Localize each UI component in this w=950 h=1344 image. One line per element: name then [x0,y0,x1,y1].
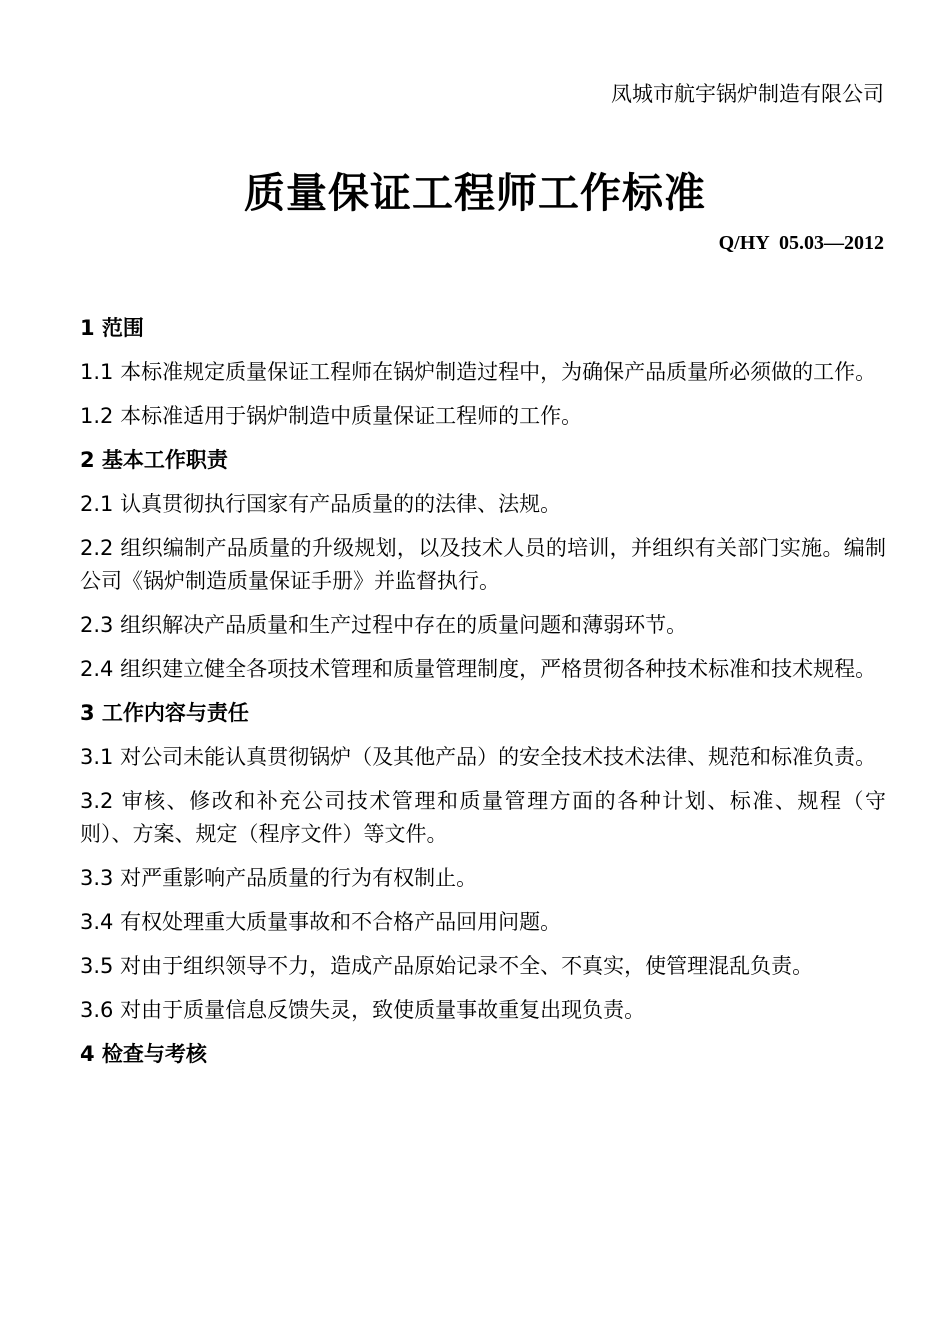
section-heading-scope: 1 范围 [80,316,144,340]
section-heading-duties: 2 基本工作职责 [80,448,228,472]
clause-2-2: 2.2 组织编制产品质量的升级规划，以及技术人员的培训，并组织有关部门实施。编制公司《锅炉制造质量保证手册》并监督执行。 [80,536,886,593]
clause-2-3: 2.3 组织解决产品质量和生产过程中存在的质量问题和薄弱环节。 [80,613,688,637]
standard-code: Q/HY 05.03—2012 [718,232,884,254]
clause-3-6: 3.6 对由于质量信息反馈失灵，致使质量事故重复出现负责。 [80,998,646,1022]
section-heading-content: 3 工作内容与责任 [80,701,249,725]
company-name: 凤城市航宇锅炉制造有限公司 [611,82,884,106]
clause-2-1: 2.1 认真贯彻执行国家有产品质量的的法律、法规。 [80,492,562,516]
clause-1-2: 1.2 本标准适用于锅炉制造中质量保证工程师的工作。 [80,404,583,428]
document-title: 质量保证工程师工作标准 [244,169,706,217]
clause-1-1: 1.1 本标准规定质量保证工程师在锅炉制造过程中，为确保产品质量所必须做的工作。 [80,360,877,384]
clause-3-3: 3.3 对严重影响产品质量的行为有权制止。 [80,866,478,890]
document-body [80,312,886,1082]
clause-3-5: 3.5 对由于组织领导不力，造成产品原始记录不全、不真实，使管理混乱负责。 [80,954,814,978]
clause-3-1: 3.1 对公司未能认真贯彻锅炉（及其他产品）的安全技术技术法律、规范和标准负责。 [80,745,877,769]
section-heading-inspection: 4 检查与考核 [80,1042,207,1066]
clause-2-4: 2.4 组织建立健全各项技术管理和质量管理制度，严格贯彻各种技术标准和技术规程。 [80,657,877,681]
clause-3-4: 3.4 有权处理重大质量事故和不合格产品回用问题。 [80,910,562,934]
clause-3-2: 3.2 审核、修改和补充公司技术管理和质量管理方面的各种计划、标准、规程（守则）、方案、规定（程序文件）等文件。 [80,789,886,846]
